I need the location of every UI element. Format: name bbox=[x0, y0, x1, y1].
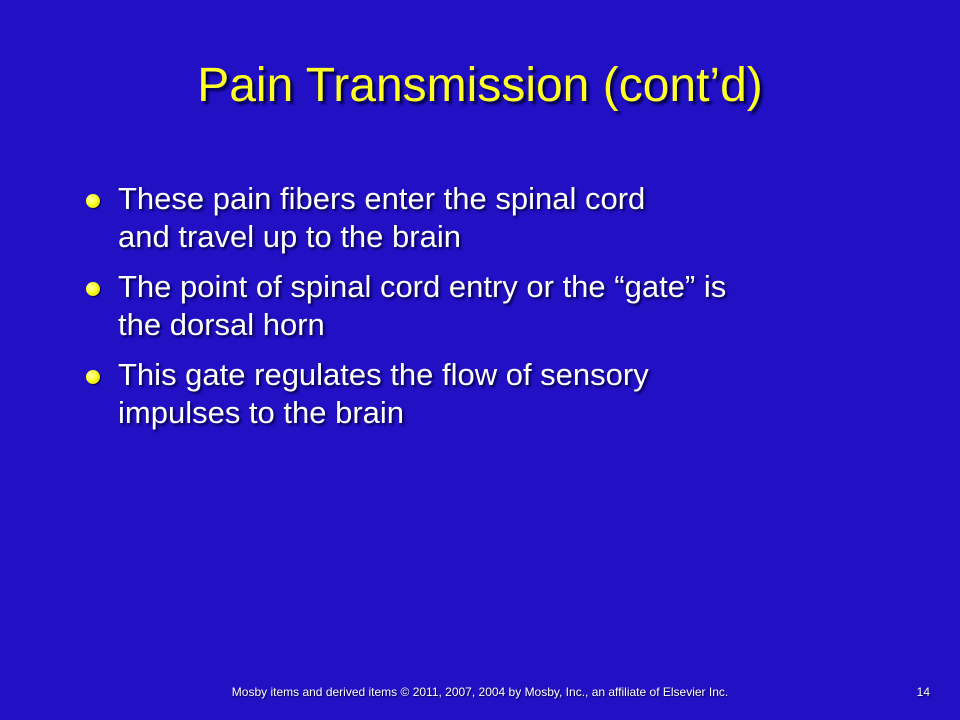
bullet-item bbox=[82, 268, 882, 344]
bullet-text: This gate regulates the flow of sensory impulses to the brain bbox=[118, 357, 649, 430]
bullet-item bbox=[82, 180, 882, 256]
bullet-point-icon bbox=[86, 194, 100, 208]
bullet-point-icon bbox=[86, 370, 100, 384]
bullet-point-icon bbox=[86, 282, 100, 296]
slide-title: Pain Transmission (cont’d) bbox=[197, 59, 763, 112]
bullet-text: These pain fibers enter the spinal cord and travel up to the brain bbox=[118, 181, 646, 254]
bullet-item bbox=[82, 356, 882, 432]
page-number: 14 bbox=[916, 685, 930, 699]
bullet-text: The point of spinal cord entry or the “gate” is the dorsal horn bbox=[118, 269, 727, 342]
copyright-footer: Mosby items and derived items © 2011, 2007, 2004 by Mosby, Inc., an affiliate of Elsevier Inc. bbox=[231, 685, 729, 699]
bullet-list bbox=[82, 180, 882, 444]
